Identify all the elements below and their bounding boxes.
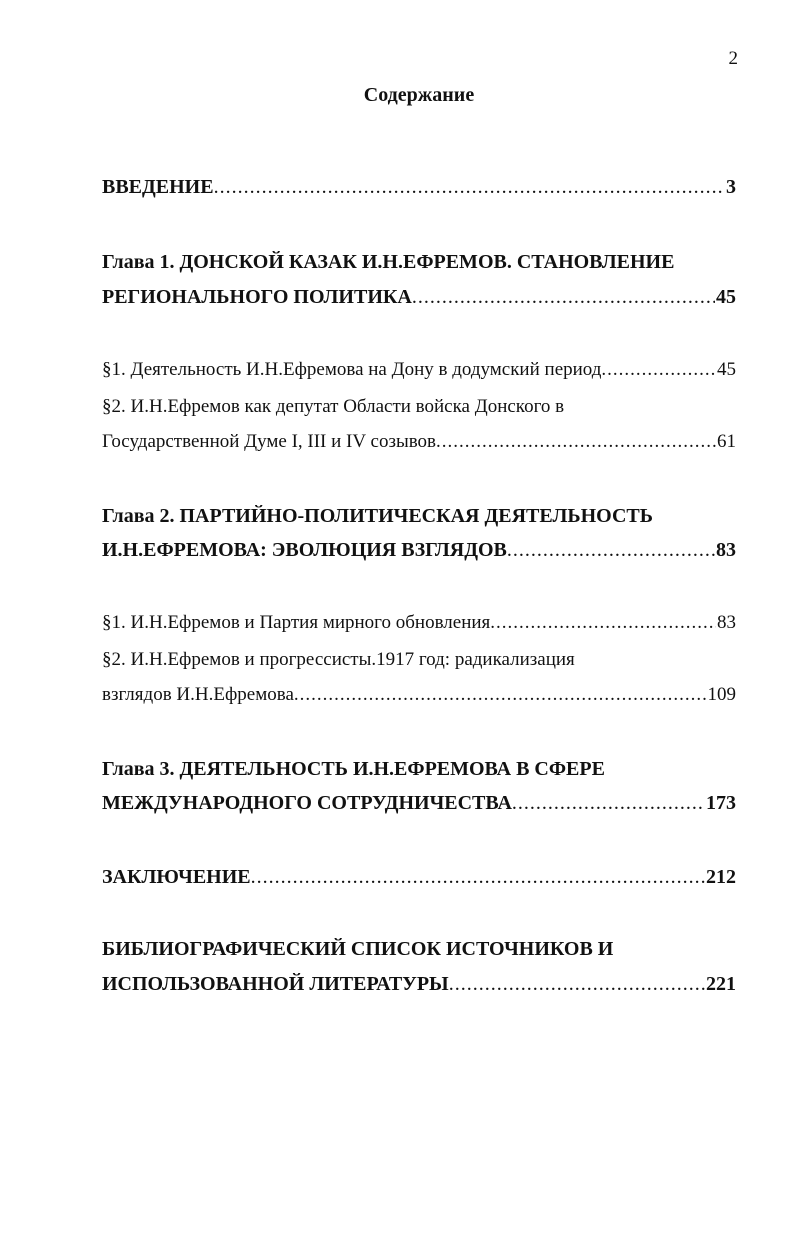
toc-section-label-line2: Государственной Думе I, III и IV созывов [102,431,437,452]
page-number: 2 [728,48,738,69]
toc-entry-ch1-section2[interactable] [102,431,736,453]
toc-chapter3-title-line2: МЕЖДУНАРОДНОГО СОТРУДНИЧЕСТВА [102,792,512,814]
toc-section-label-line1: §2. И.Н.Ефремов как депутат Области войска Донского в [102,396,565,417]
toc-entry-page: 109 [707,684,736,705]
toc-bibliography-title-line1: БИБЛИОГРАФИЧЕСКИЙ СПИСОК ИСТОЧНИКОВ И [102,938,614,960]
dot-leader [507,539,715,562]
toc-entry-ch2-section2[interactable] [102,684,736,706]
toc-chapter1-title-line1: Глава 1. ДОНСКОЙ КАЗАК И.Н.ЕФРЕМОВ. СТАНОВЛЕНИЕ [102,251,675,273]
toc-entry-page: 221 [706,973,736,995]
toc-entry-page: 83 [716,539,736,561]
toc-bibliography-heading[interactable] [102,938,736,961]
dot-leader [490,612,716,634]
toc-entry-chapter2[interactable] [102,539,736,562]
toc-section-label-line2: взглядов И.Н.Ефремова [102,684,294,705]
dot-leader [449,973,705,996]
toc-entry-page: 3 [726,176,736,198]
toc-bibliography-title-line2: ИСПОЛЬЗОВАННОЙ ЛИТЕРАТУРЫ [102,973,449,995]
toc-entry-ch2-section1[interactable] [102,612,736,634]
toc-section-label-line1: §2. И.Н.Ефремов и прогрессисты.1917 год: радикализация [102,649,575,670]
toc-chapter2-heading[interactable] [102,505,736,528]
dot-leader [512,792,705,815]
toc-chapter3-title-line1: Глава 3. ДЕЯТЕЛЬНОСТЬ И.Н.ЕФРЕМОВА В СФЕРЕ [102,758,605,780]
toc-chapter2-title-line2: И.Н.ЕФРЕМОВА: ЭВОЛЮЦИЯ ВЗГЛЯДОВ [102,539,507,561]
toc-entry-label: ВВЕДЕНИЕ [102,176,214,198]
toc-entry-page: 45 [716,286,736,308]
page-title: Содержание [363,84,475,106]
toc-entry-label: ЗАКЛЮЧЕНИЕ [102,866,251,888]
dot-leader [601,359,716,381]
toc-entry-ch1-section1[interactable] [102,359,736,381]
toc-entry-chapter1[interactable] [102,286,736,309]
toc-entry-bibliography[interactable] [102,973,736,996]
toc-entry-page: 83 [717,612,736,633]
toc-entry-page: 212 [706,866,736,888]
toc-entry-page: 173 [706,792,736,814]
toc-ch2-section2-heading[interactable] [102,649,736,671]
toc-entry-page: 61 [717,431,736,452]
toc-section-label: §1. И.Н.Ефремов и Партия мирного обновления [102,612,491,633]
toc-entry-introduction[interactable] [102,176,736,199]
toc-chapter2-title-line1: Глава 2. ПАРТИЙНО-ПОЛИТИЧЕСКАЯ ДЕЯТЕЛЬНОСТЬ [102,505,653,527]
dot-leader [214,176,725,199]
toc-chapter1-title-line2: РЕГИОНАЛЬНОГО ПОЛИТИКА [102,286,412,308]
dot-leader [251,866,705,889]
toc-entry-page: 45 [717,359,736,380]
toc-entry-conclusion[interactable] [102,866,736,889]
toc-entry-chapter3[interactable] [102,792,736,815]
toc-section-label: §1. Деятельность И.Н.Ефремова на Дону в додумский период [102,359,602,380]
dot-leader [412,286,715,309]
dot-leader [294,684,707,706]
toc-chapter3-heading[interactable] [102,758,736,781]
toc-ch1-section2-heading[interactable] [102,396,736,418]
toc-chapter1-heading[interactable] [102,251,736,274]
dot-leader [436,431,716,453]
